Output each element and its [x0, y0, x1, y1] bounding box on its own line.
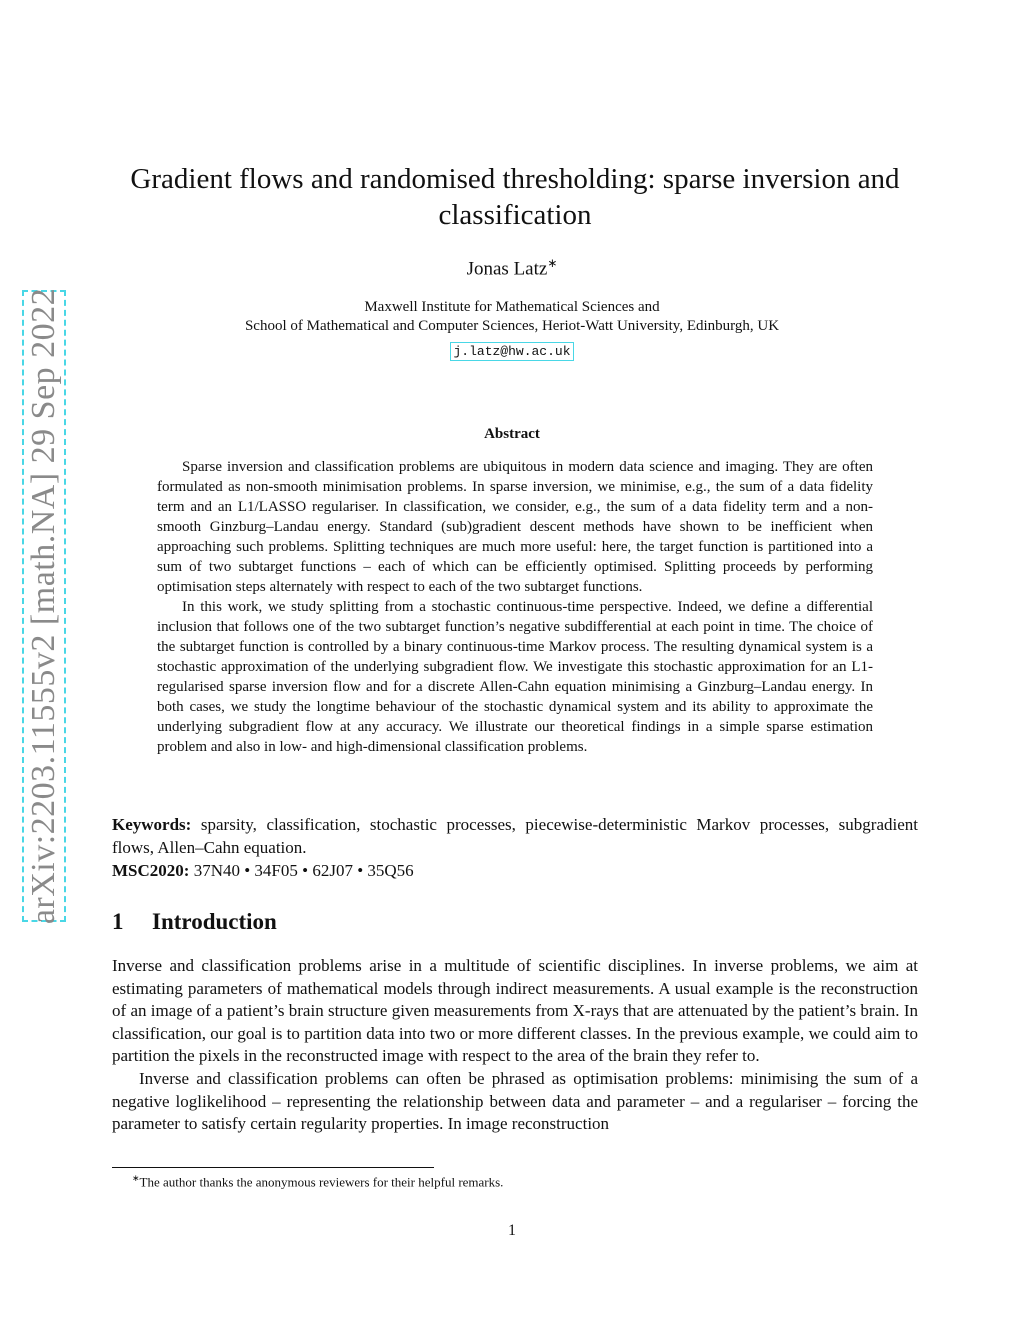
section-title: Introduction [152, 909, 277, 934]
affiliation-line-1: Maxwell Institute for Mathematical Sciences and [364, 299, 660, 315]
keywords-line [112, 813, 918, 859]
msc-line [112, 859, 918, 882]
footnote-rule [112, 1167, 434, 1168]
body-paragraph-1: Inverse and classification problems arise in a multitude of scientific disciplines. In inverse problems, we aim at estimating parameters of mathematical models through indirect measurements. A usual example is the reconstruction of an image of a patient’s brain structure given measurements from X-rays that are attenuated by the patient’s brain. In classification, our goal is to partition data into two or more different classes. In the previous example, we could aim to partition the pixels in the reconstructed image with respect to the area of the brain they refer to. [112, 956, 918, 1066]
author-footnote-mark: ∗ [547, 256, 558, 270]
abstract-paragraph-2: In this work, we study splitting from a stochastic continuous-time perspective. Indeed, we define a differential inclusion that follows one of the two subtarget function’s negative subdifferential at each point in time. The choice of the subtarget function is controlled by a binary continuous-time Markov process. The resulting dynamical system is a stochastic approximation of the underlying subgradient flow. We investigate this stochastic approximation for an L1-regularised sparse inversion flow and for a discrete Allen-Cahn equation minimising a Ginzburg–Landau energy. In both cases, we study the longtime behaviour of the stochastic dynamical system and its ability to approximate the underlying subgradient flow at any accuracy. We illustrate our theoretical findings in a simple sparse estimation problem and also in low- and high-dimensional classification problems. [157, 599, 873, 755]
section-heading [112, 909, 277, 935]
footnote [112, 1173, 918, 1190]
page-number: 1 [508, 1222, 516, 1239]
paper-title: Gradient flows and randomised thresholding: sparse inversion and classification [130, 163, 900, 231]
body-paragraph-2: Inverse and classification problems can often be phrased as optimisation problems: minimising the sum of a negative loglikelihood – representing the relationship between data and parameter – and a regulariser – forcing the parameter to satisfy certain regularity properties. In image reconstruction [112, 1068, 918, 1134]
section-number: 1 [112, 909, 124, 934]
author-name: Jonas Latz [466, 258, 548, 280]
affiliation [0, 298, 1024, 336]
author-email-link[interactable]: j.latz@hw.ac.uk [450, 342, 573, 361]
abstract-heading: Abstract [484, 426, 540, 442]
msc-label: MSC2020: [112, 861, 190, 880]
abstract-paragraph-1: Sparse inversion and classification problems are ubiquitous in modern data science and imaging. They are often formulated as non-smooth minimisation problems. In sparse inversion, we minimise, e.g., the sum of a data fidelity term and an L1/LASSO regulariser. In classification, we consider, e.g., the sum of a data fidelity term and a non-smooth Ginzburg–Landau energy. Standard (sub)gradient descent methods have shown to be inefficient when approaching such problems. Splitting techniques are much more useful: here, the target function is partitioned into a sum of two subtarget functions – each of which can be efficiently optimised. Splitting proceeds by performing optimisation steps alternately with respect to each of the two subtarget functions. [157, 459, 873, 595]
email-row [0, 340, 1024, 361]
arxiv-stamp[interactable]: arXiv:2203.11555v2 [math.NA] 29 Sep 2022 [25, 287, 62, 925]
keywords-block [112, 813, 918, 882]
affiliation-line-2: School of Mathematical and Computer Sciences, Heriot-Watt University, Edinburgh, UK [244, 318, 780, 334]
keywords-text: sparsity, classification, stochastic processes, piecewise-deterministic Markov processes, subgradient flows, Allen–Cahn equation. [112, 815, 919, 857]
keywords-label: Keywords: [112, 815, 192, 834]
msc-text: 37N40 • 34F05 • 62J07 • 35Q56 [193, 861, 414, 880]
footnote-text: The author thanks the anonymous reviewers for their helpful remarks. [139, 1174, 504, 1190]
footnote-mark: ∗ [132, 1173, 140, 1183]
author-line [0, 256, 1024, 280]
section-body [112, 955, 918, 1136]
abstract-body [157, 457, 873, 757]
